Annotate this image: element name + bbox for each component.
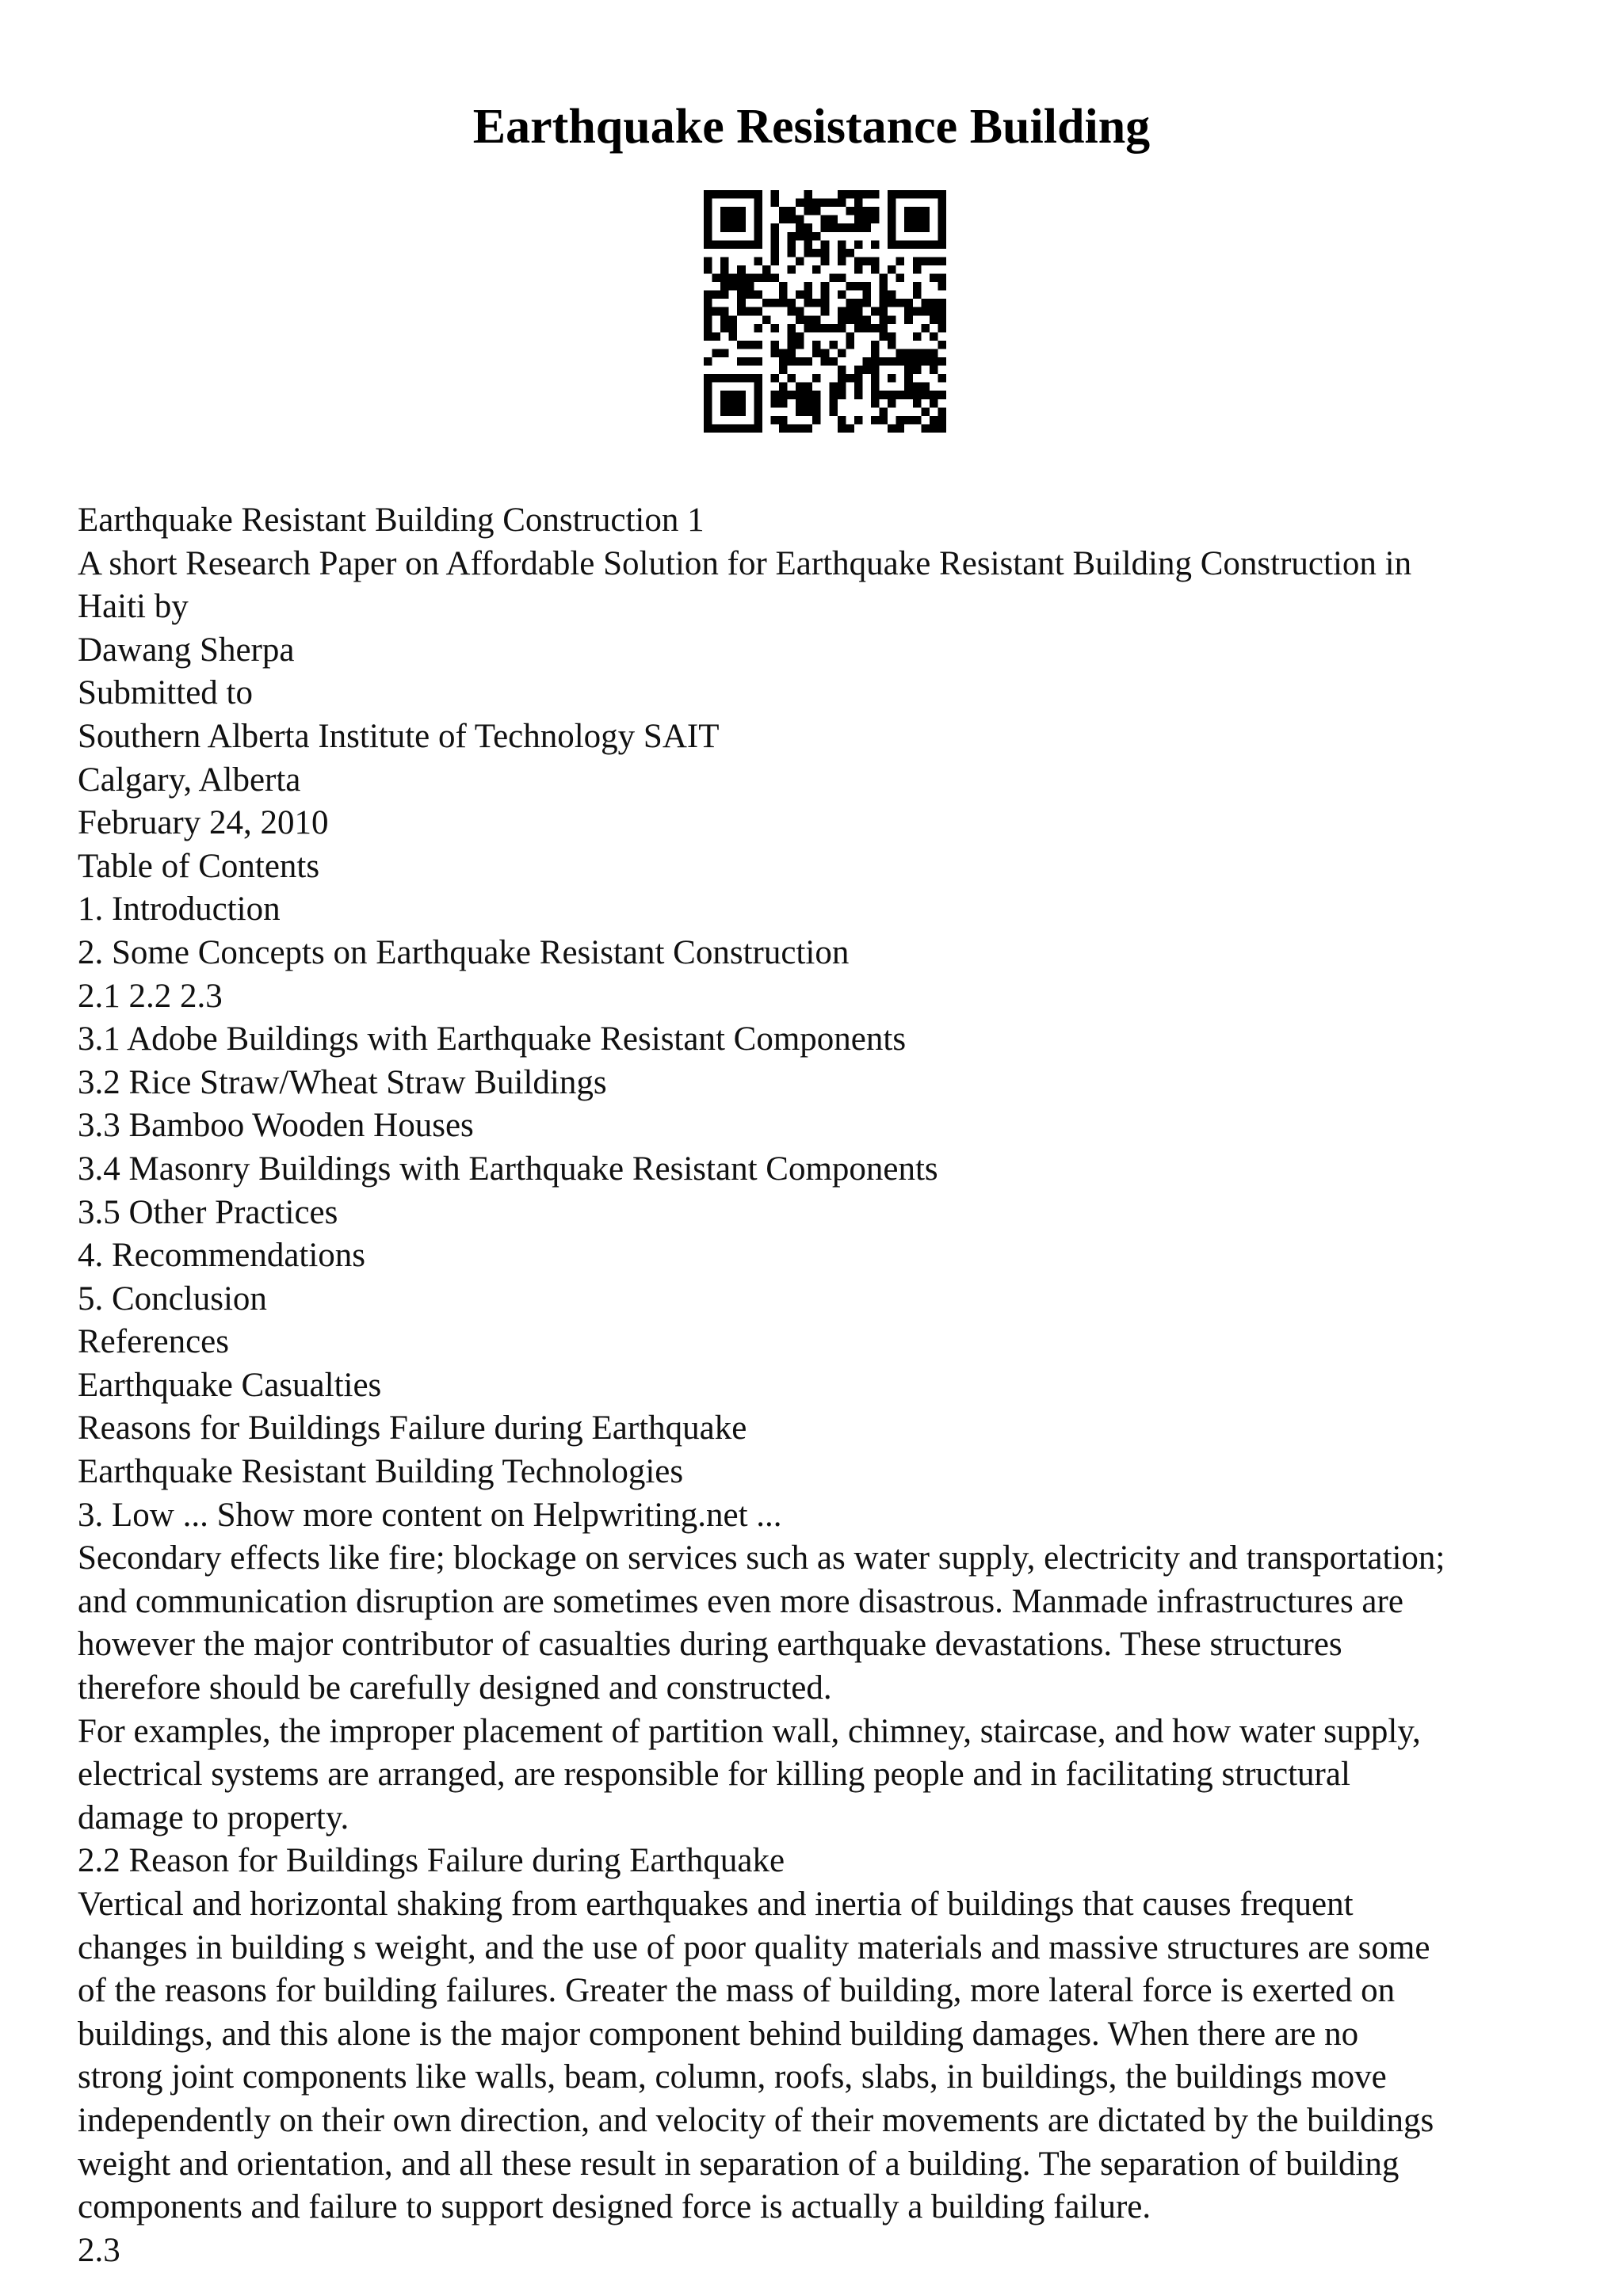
toc-item: 3.3 Bamboo Wooden Houses: [78, 1107, 474, 1145]
doc-line-institution: Southern Alberta Institute of Technology SAIT: [78, 717, 720, 755]
paragraph-line: however the major contributor of casualties during earthquake devastations. These structures: [78, 1626, 1342, 1664]
toc-item: 3.5 Other Practices: [78, 1193, 338, 1231]
paragraph-line: changes in building s weight, and the use of poor quality materials and massive structures are some: [78, 1928, 1430, 1966]
paragraph-line: For examples, the improper placement of partition wall, chimney, staircase, and how water supply,: [78, 1712, 1421, 1750]
toc-item: 1. Introduction: [78, 891, 281, 929]
toc-item: 2. Some Concepts on Earthquake Resistant Construction: [78, 933, 850, 971]
section-heading: 2.2 Reason for Buildings Failure during Earthquake: [78, 1842, 785, 1880]
toc-item: 2.1 2.2 2.3: [78, 977, 223, 1015]
toc-item: 3.4 Masonry Buildings with Earthquake Resistant Components: [78, 1150, 938, 1188]
paragraph-line: therefore should be carefully designed and constructed.: [78, 1669, 832, 1707]
document-title: Earthquake Resistance Building: [472, 100, 1151, 154]
show-more-line: 3. Low ... Show more content on Helpwriting.net ...: [78, 1496, 782, 1534]
doc-line-heading: Earthquake Resistant Building Construction 1: [78, 502, 705, 539]
doc-line-subtitle-cont: Haiti by: [78, 588, 189, 626]
doc-line-subtitle: A short Research Paper on Affordable Solution for Earthquake Resistant Building Construction in: [78, 544, 1412, 582]
paragraph-line: of the reasons for building failures. Greater the mass of building, more lateral force is exerted on: [78, 1972, 1396, 2010]
paragraph-line: Secondary effects like fire; blockage on services such as water supply, electricity and transportation;: [78, 1539, 1445, 1577]
paragraph-line: damage to property.: [78, 1798, 349, 1836]
paragraph-line: electrical systems are arranged, are responsible for killing people and in facilitating structural: [78, 1756, 1350, 1794]
doc-line-location: Calgary, Alberta: [78, 761, 301, 799]
toc-item: 3.2 Rice Straw/Wheat Straw Buildings: [78, 1063, 607, 1101]
paragraph-line: weight and orientation, and all these result in separation of a building. The separation of building: [78, 2145, 1400, 2183]
toc-item: Earthquake Casualties: [78, 1366, 382, 1404]
section-heading: 2.3: [78, 2231, 120, 2269]
paragraph-line: components and failure to support designed force is actually a building failure.: [78, 2188, 1151, 2226]
qr-code-image: [704, 190, 946, 433]
doc-line-date: February 24, 2010: [78, 804, 329, 842]
toc-item: 4. Recommendations: [78, 1237, 366, 1275]
paragraph-line: strong joint components like walls, beam, column, roofs, slabs, in buildings, the buildings move: [78, 2058, 1387, 2096]
toc-item: 5. Conclusion: [78, 1280, 267, 1318]
toc-heading: Table of Contents: [78, 847, 320, 885]
toc-item: References: [78, 1323, 229, 1361]
qr-code-graphic: [704, 190, 946, 433]
toc-item: Earthquake Resistant Building Technologies: [78, 1453, 684, 1491]
toc-item: Reasons for Buildings Failure during Earthquake: [78, 1409, 747, 1447]
paragraph-line: Vertical and horizontal shaking from earthquakes and inertia of buildings that causes frequent: [78, 1886, 1354, 1923]
paragraph-line: independently on their own direction, and velocity of their movements are dictated by the buildings: [78, 2101, 1434, 2139]
document-body: [78, 499, 1583, 2272]
paragraph-line: and communication disruption are sometimes even more disastrous. Manmade infrastructures are: [78, 1582, 1403, 1620]
doc-line-author: Dawang Sherpa: [78, 631, 295, 669]
paragraph-line: buildings, and this alone is the major component behind building damages. When there are no: [78, 2015, 1359, 2053]
toc-item: 3.1 Adobe Buildings with Earthquake Resistant Components: [78, 1020, 907, 1058]
doc-line-submitted-to: Submitted to: [78, 674, 253, 712]
